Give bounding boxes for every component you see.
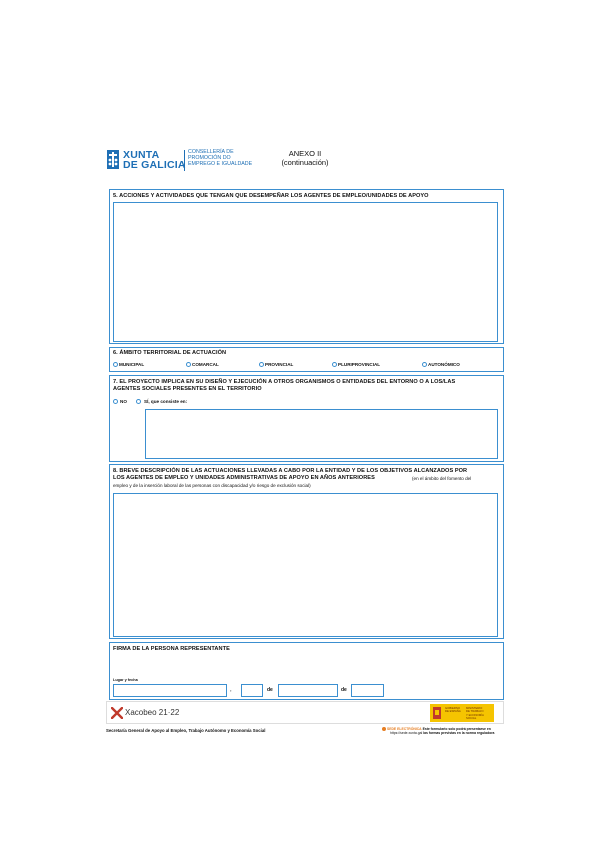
logo-divider <box>184 150 185 171</box>
actions-activities-textarea[interactable] <box>113 202 498 342</box>
section-6-title: 6. ÁMBITO TERRITORIAL DE ACTUACIÓN <box>113 350 227 356</box>
annex-header <box>270 149 340 167</box>
de-label-1: de <box>267 687 273 693</box>
sede-electronica-note <box>382 727 506 739</box>
ministerio-line3: Y ECONOMÍA SOCIAL <box>466 712 484 721</box>
label-comarcal: COMARCAL <box>192 361 219 367</box>
place-date-label: Lugar y fecha <box>113 678 138 682</box>
consellaria-line3: EMPREGO E IGUALDADE <box>188 161 253 167</box>
day-input[interactable] <box>241 684 263 697</box>
label-autonomico: AUTONÓMICO <box>428 361 460 367</box>
sede-text: Este formulario solo podrá presentarse en <box>422 727 491 731</box>
radio-pluriprovincial[interactable] <box>332 362 337 367</box>
coat-of-arms-icon <box>432 706 442 720</box>
consellaria-line1: CONSELLERÍA DE <box>188 149 234 155</box>
sede-text2: las formas previstas en la norma reguladora <box>423 731 495 736</box>
section-5 <box>109 189 504 344</box>
ministerio-line1: MINISTERIO <box>466 706 483 710</box>
xunta-line1: XUNTA <box>123 149 160 161</box>
secretaria-text: Secretaría General de Apoyo al Empleo, Trabajo Autónomo y Economía Social <box>106 728 266 733</box>
annex-subtitle: (continuación) <box>281 158 329 167</box>
label-pluriprovincial: PLURIPROVINCIAL <box>338 361 381 367</box>
sede-url[interactable]: https://sede.xunta.gal <box>390 731 423 736</box>
radio-comarcal[interactable] <box>186 362 191 367</box>
section-8-note-line2: empleo y de la inserción laboral de las personas con discapacidad y/o riesgo de exclusión social) <box>113 482 311 488</box>
xunta-emblem-icon <box>106 150 120 170</box>
label-si: SÍ, que consiste en: <box>144 398 188 404</box>
year-input[interactable] <box>351 684 384 697</box>
sede-icon <box>382 727 386 731</box>
signature-section <box>109 642 504 700</box>
section-7-title-line1: 7. EL PROYECTO IMPLICA EN SU DISEÑO Y EJECUCIÓN A OTROS ORGANISMOS O ENTIDADES DEL ENTORNO O A LOS/LAS <box>113 379 456 385</box>
gobierno-line1: GOBIERNO <box>445 706 461 710</box>
label-no: NO <box>120 398 127 404</box>
annex-title: ANEXO II <box>288 149 322 158</box>
gobierno-line2: DE ESPAÑA <box>445 709 461 714</box>
xacobeo-logo-icon <box>111 707 123 719</box>
month-input[interactable] <box>278 684 338 697</box>
label-provincial: PROVINCIAL <box>265 361 294 367</box>
xunta-logo <box>106 150 266 172</box>
section-8-title-line1: 8. BREVE DESCRIPCIÓN DE LAS ACTUACIONES LLEVADAS A CABO POR LA ENTIDAD Y DE LOS OBJETIVOS ALCANZADOS POR <box>113 468 468 474</box>
radio-si[interactable] <box>136 399 141 404</box>
radio-provincial[interactable] <box>259 362 264 367</box>
sede-label: SEDE ELECTRÓNICA <box>386 727 422 731</box>
logos-band <box>106 701 504 724</box>
xunta-line2: DE GALICIA <box>123 159 186 171</box>
radio-autonomico[interactable] <box>422 362 427 367</box>
signature-title: FIRMA DE LA PERSONA REPRESENTANTE <box>113 646 230 652</box>
description-textarea[interactable] <box>113 493 498 637</box>
section-8-note-line1: (en el ámbito del fomento del <box>412 475 472 481</box>
radio-municipal[interactable] <box>113 362 118 367</box>
section-8-title-line2: LOS AGENTES DE EMPLEO Y UNIDADES ADMINISTRATIVAS DE APOYO EN AÑOS ANTERIORES <box>113 475 375 481</box>
consiste-en-textarea[interactable] <box>145 409 498 459</box>
xacobeo-text: Xacobeo 21·22 <box>125 708 180 717</box>
place-input[interactable] <box>113 684 227 697</box>
comma-separator: , <box>230 687 232 693</box>
section-7 <box>109 375 504 462</box>
label-municipal: MUNICIPAL <box>119 361 145 367</box>
section-6 <box>109 347 504 372</box>
section-7-title-line2: AGENTES SOCIALES PRESENTES EN EL TERRITORIO <box>113 386 262 392</box>
section-8 <box>109 464 504 639</box>
radio-no[interactable] <box>113 399 118 404</box>
consellaria-line2: PROMOCIÓN DO <box>188 155 231 161</box>
section-5-title: 5. ACCIONES Y ACTIVIDADES QUE TENGAN QUE DESEMPEÑAR LOS AGENTES DE EMPLEO/UNIDADES DE APOYO <box>113 193 429 199</box>
gobierno-espana-logo <box>430 704 494 722</box>
ministerio-line2: DE TRABAJO <box>466 709 484 714</box>
de-label-2: de <box>341 687 347 693</box>
